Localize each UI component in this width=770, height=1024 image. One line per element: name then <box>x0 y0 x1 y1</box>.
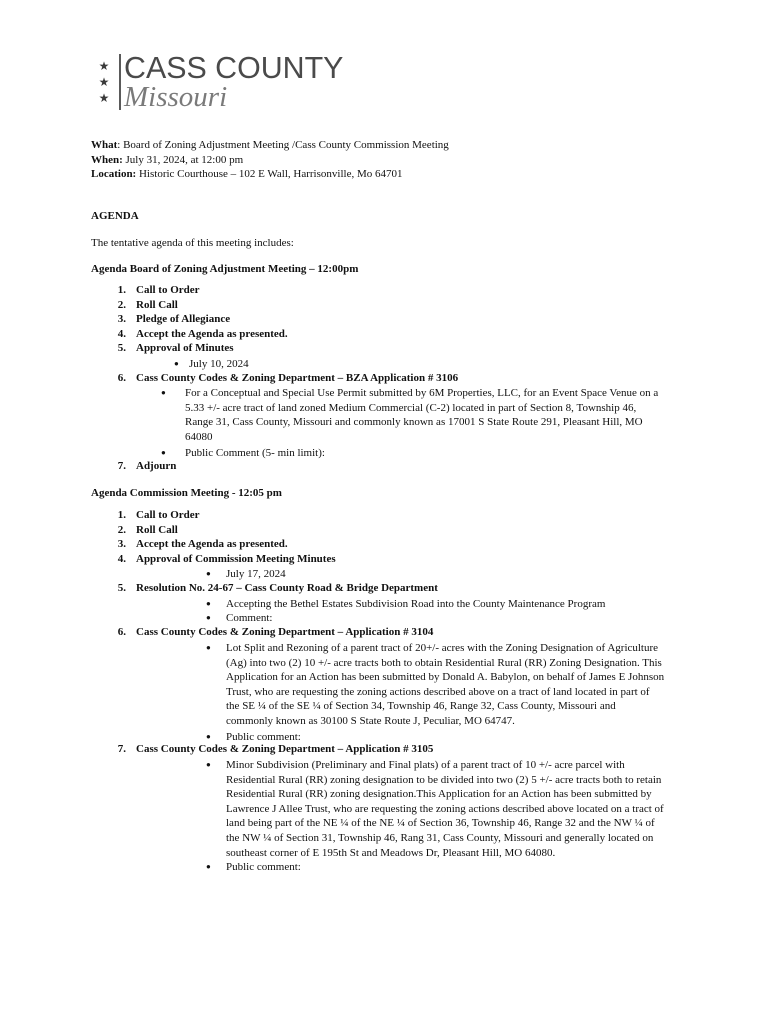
bullet-icon: ● <box>206 760 211 769</box>
item-number: 6. <box>117 626 126 638</box>
item-label: Cass County Codes & Zoning Department – BZA Application # 3106 <box>136 371 459 384</box>
item-label: Call to Order <box>136 509 200 521</box>
item-label: Approval of Commission Meeting Minutes <box>136 552 336 565</box>
logo-divider <box>119 54 121 110</box>
resolution-description: Accepting the Bethel Estates Subdivision Road into the County Maintenance Program <box>226 597 606 610</box>
text-line: Lawrence J Allee Trust, who are requesting the zoning actions described above located on a tract of <box>226 802 664 815</box>
commission-heading: Agenda Commission Meeting - 12:05 pm <box>91 487 282 499</box>
item-number: 4. <box>117 552 126 565</box>
text-line: (Ag) into two (2) 10 +/- acre tracts both to obtain Residential Rural (RR) Zoning Designation. This <box>226 656 662 669</box>
text-line: 5.33 +/- acre tract of land zoned Medium Commercial (C-2) located in part of Section 8, Township 46, <box>185 401 637 414</box>
application-3105-description <box>226 758 664 860</box>
commission-minutes-date: July 17, 2024 <box>226 568 286 581</box>
location-line <box>91 167 402 182</box>
item-label: Pledge of Allegiance <box>136 313 231 326</box>
bullet-icon: ● <box>206 613 211 623</box>
bullet-icon: ● <box>206 732 211 741</box>
item-number: 1. <box>117 284 126 296</box>
item-number: 6. <box>117 371 126 384</box>
star-icon: ★ <box>98 59 110 73</box>
bullet-icon: ● <box>174 359 179 368</box>
text-line: land being part of the NE ¼ of the NE ¼ of Section 36, Township 46, Range 32 and the NW ¼ of <box>226 817 655 830</box>
star-icon: ★ <box>98 75 110 89</box>
item-number: 2. <box>117 298 126 311</box>
bza-public-comment: Public Comment (5- min limit): <box>185 447 325 459</box>
item-number: 1. <box>117 509 126 521</box>
text-line: Lot Split and Rezoning of a parent tract of 20+/- acres with the Zoning Designation of Agriculture <box>226 642 659 654</box>
when-line <box>91 153 243 168</box>
application-3104-comment: Public comment: <box>226 731 301 743</box>
location-label: Location: <box>91 168 137 181</box>
item-label: Accept the Agenda as presented. <box>136 538 288 551</box>
item-label: Cass County Codes & Zoning Department – Application # 3105 <box>136 743 434 755</box>
item-label: Roll Call <box>136 523 178 536</box>
item-label: Roll Call <box>136 298 178 311</box>
logo-stars <box>96 58 112 106</box>
what-value: : Board of Zoning Adjustment Meeting /Cass County Commission Meeting <box>117 139 449 151</box>
item-label: Accept the Agenda as presented. <box>136 327 288 340</box>
star-icon: ★ <box>98 91 110 105</box>
item-label: Approval of Minutes <box>136 342 234 355</box>
bza-minutes-date: July 10, 2024 <box>189 358 249 370</box>
what-line <box>91 138 449 153</box>
location-value: Historic Courthouse – 102 E Wall, Harrisonville, Mo 64701 <box>136 168 403 181</box>
item-number: 3. <box>117 538 126 551</box>
bullet-icon: ● <box>206 643 211 652</box>
text-line: For a Conceptual and Special Use Permit submitted by 6M Properties, LLC, for an Event Space Venue on a <box>185 387 659 399</box>
bullet-icon: ● <box>206 598 211 608</box>
bullet-icon: ● <box>206 569 211 578</box>
bza-application-description <box>185 386 658 444</box>
bullet-icon: ● <box>206 862 211 871</box>
item-label: Resolution No. 24-67 – Cass County Road & Bridge Department <box>136 582 438 594</box>
when-label: When: <box>91 153 123 166</box>
text-line: Residential Rural (RR) zoning designation to be divided into two (2) 5 +/- acre tracts both to retain <box>226 773 662 786</box>
resolution-comment: Comment: <box>226 612 273 625</box>
text-line: the NW ¼ of Section 31, Township 46, Rang 31, Cass County, Missouri and generally located on <box>226 831 654 844</box>
when-value: July 31, 2024, at 12:00 pm <box>122 153 244 166</box>
bullet-icon: ● <box>161 448 166 457</box>
what-label: What <box>91 139 118 151</box>
item-number: 4. <box>117 327 126 340</box>
text-line: the SE ¼ of the SE ¼ of Section 34, Township 46, Range 32, Cass County, Missouri and <box>226 700 616 713</box>
application-3105-comment: Public comment: <box>226 861 301 873</box>
logo-title: CASS COUNTY <box>124 50 344 85</box>
item-label: Cass County Codes & Zoning Department – Application # 3104 <box>136 626 434 638</box>
item-number: 2. <box>117 523 126 536</box>
application-3104-description <box>226 641 664 729</box>
text-line: Application for an Action has been submitted by Donald A. Babylon, on behalf of James E Johnson <box>226 671 665 684</box>
bullet-icon: ● <box>161 388 166 397</box>
agenda-intro: The tentative agenda of this meeting includes: <box>91 237 294 249</box>
text-line: Minor Subdivision (Preliminary and Final plats) of a parent tract of 10 +/- acre parcel with <box>226 759 625 771</box>
item-label: Call to Order <box>136 284 200 296</box>
text-line: Trust, who are requesting the zoning actions described above on a tract of land located in part of <box>226 685 650 698</box>
item-label: Adjourn <box>136 460 177 472</box>
cass-county-logo <box>96 52 396 112</box>
text-line: Residential Rural (RR) zoning designation.This Application for an Action has been submitted by <box>226 788 652 801</box>
item-number: 3. <box>117 313 126 326</box>
text-line: commonly known as 30100 S State Route J, Peculiar, MO 64747. <box>226 714 515 727</box>
bza-heading: Agenda Board of Zoning Adjustment Meeting – 12:00pm <box>91 263 359 275</box>
item-number: 5. <box>117 582 126 594</box>
text-line: Range 31, Cass County, Missouri and commonly known as 17001 S State Route 291, Pleasant Hill, MO <box>185 416 643 429</box>
item-number: 5. <box>117 342 126 355</box>
text-line: 64080 <box>185 430 213 443</box>
logo-subtitle: Missouri <box>124 81 228 113</box>
item-number: 7. <box>117 460 126 472</box>
agenda-heading: AGENDA <box>91 210 139 222</box>
item-number: 7. <box>117 743 126 755</box>
text-line: southeast corner of E 195th St and Meadows Dr, Pleasant Hill, MO 64080. <box>226 846 556 859</box>
